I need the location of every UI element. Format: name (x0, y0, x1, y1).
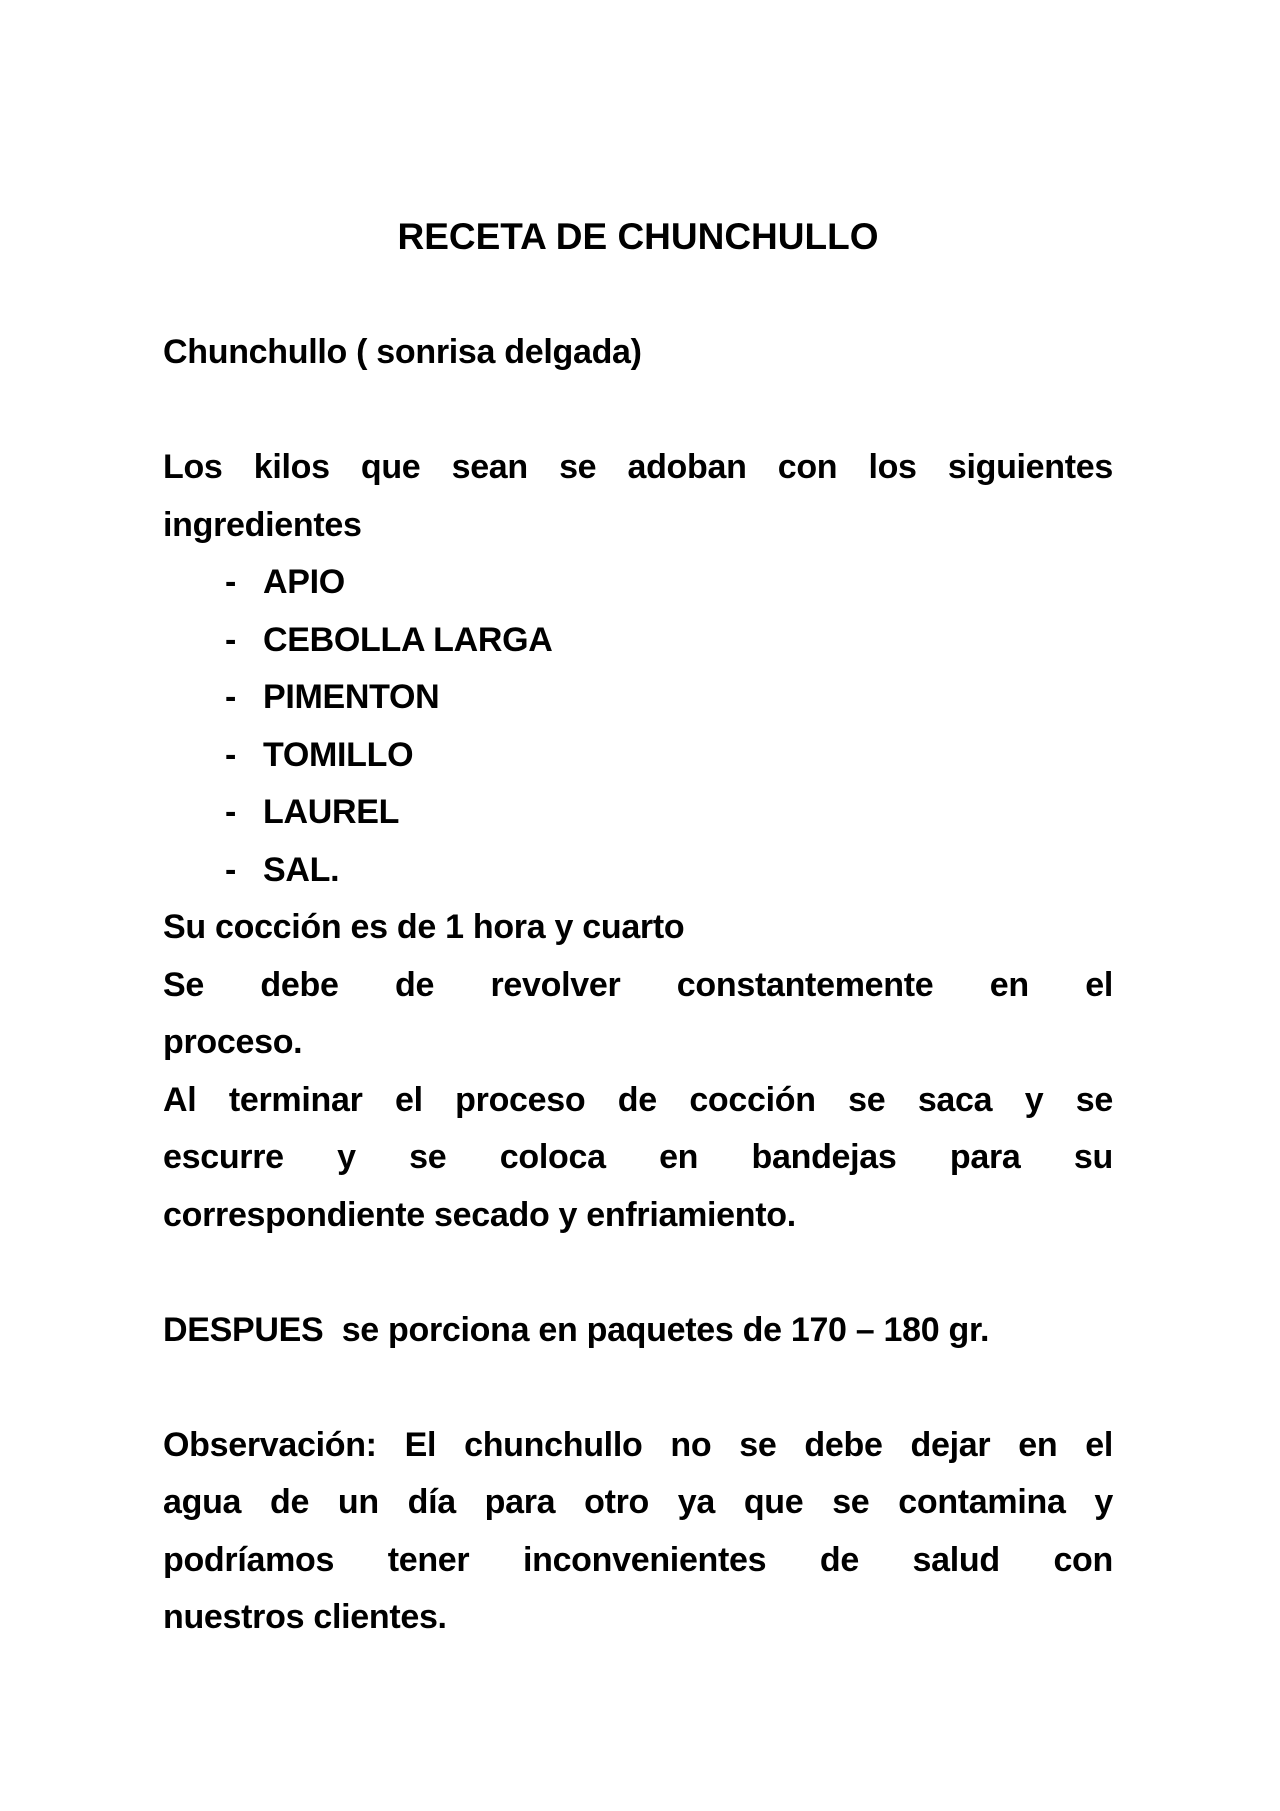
observation-paragraph-line-2: agua de un día para otro ya que se contamina y (163, 1483, 1113, 1521)
ingredient-label: CEBOLLA LARGA (263, 621, 553, 659)
intro-paragraph-line-1: Los kilos que sean se adoban con los siguientes (163, 448, 1113, 486)
ingredient-label: SAL. (263, 851, 340, 889)
list-dash: - (225, 678, 237, 716)
ingredient-list-item (163, 611, 1113, 669)
document-title: RECETA DE CHUNCHULLO (397, 216, 879, 257)
ingredient-list-item (163, 783, 1113, 841)
finishing-paragraph-line-1: Al terminar el proceso de cocción se saca y se (163, 1081, 1113, 1119)
list-dash: - (225, 621, 237, 659)
portioning-line: DESPUES se porciona en paquetes de 170 – 180 gr. (163, 1311, 990, 1349)
ingredient-label: APIO (263, 563, 345, 601)
cooking-time-line: Su cocción es de 1 hora y cuarto (163, 908, 685, 946)
list-dash: - (225, 851, 237, 889)
observation-paragraph-line-1: Observación: El chunchullo no se debe dejar en el (163, 1426, 1113, 1464)
ingredient-list-item (163, 553, 1113, 611)
stirring-paragraph-line-2: proceso. (163, 1023, 303, 1061)
observation-paragraph-line-4: nuestros clientes. (163, 1598, 447, 1636)
list-dash: - (225, 563, 237, 601)
ingredient-label: LAUREL (263, 793, 400, 831)
ingredient-list-item (163, 668, 1113, 726)
ingredient-label: PIMENTON (263, 678, 440, 716)
ingredient-list-item (163, 841, 1113, 899)
list-dash: - (225, 736, 237, 774)
intro-paragraph-line-2: ingredientes (163, 506, 362, 544)
list-dash: - (225, 793, 237, 831)
ingredient-list-item (163, 726, 1113, 784)
document-subtitle: Chunchullo ( sonrisa delgada) (163, 333, 642, 371)
ingredient-label: TOMILLO (263, 736, 414, 774)
finishing-paragraph-line-3: correspondiente secado y enfriamiento. (163, 1196, 796, 1234)
finishing-paragraph-line-2: escurre y se coloca en bandejas para su (163, 1138, 1113, 1176)
stirring-paragraph-line-1: Se debe de revolver constantemente en el (163, 966, 1113, 1004)
observation-paragraph-line-3: podríamos tener inconvenientes de salud con (163, 1541, 1113, 1579)
